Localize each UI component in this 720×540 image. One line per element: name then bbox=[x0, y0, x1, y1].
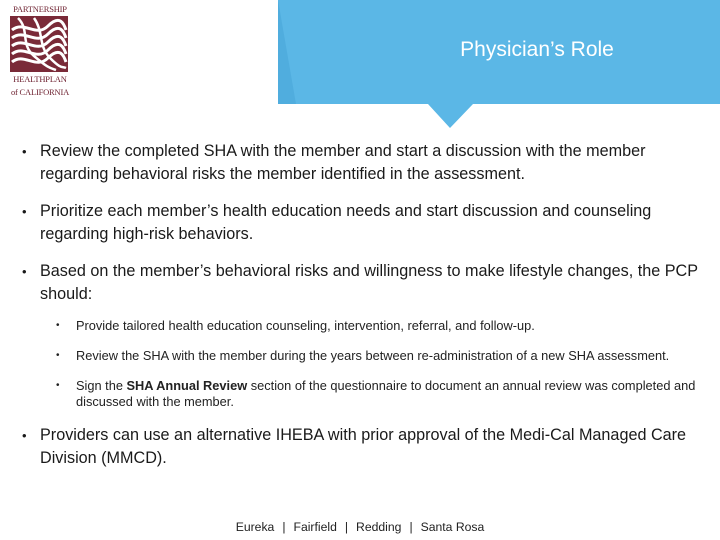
sub-bullet-list bbox=[56, 318, 712, 410]
bullet-review-sha bbox=[22, 140, 712, 186]
footer-locations bbox=[0, 520, 720, 534]
sub-bullet-text: Review the SHA with the member during the years between re-administration of a new SHA assessment. bbox=[76, 348, 670, 363]
footer-location-santa-rosa: Santa Rosa bbox=[420, 520, 485, 534]
bullet-prioritize bbox=[22, 200, 712, 246]
logo-text-top: PARTNERSHIP bbox=[13, 4, 67, 14]
banner-shape bbox=[278, 0, 720, 130]
footer-location-fairfield: Fairfield bbox=[293, 520, 337, 534]
bullet-dot: • bbox=[22, 144, 27, 159]
sub-bullet-text: Provide tailored health education counseling, intervention, referral, and follow-up. bbox=[76, 318, 535, 333]
bullet-text: Prioritize each member’s health education needs and start discussion and counseling regarding high-risk behaviors. bbox=[40, 202, 652, 243]
footer-separator: | bbox=[282, 520, 286, 534]
logo-text-middle: HEALTHPLAN bbox=[13, 74, 67, 84]
bullet-text: Review the completed SHA with the member and start a discussion with the member regarding behavioral risks the member identified in the assessment. bbox=[40, 142, 646, 183]
bullet-dot: • bbox=[22, 428, 27, 443]
page-title: Physician’s Role bbox=[460, 38, 614, 61]
sub-bullet-dot: • bbox=[56, 350, 60, 361]
slide-content bbox=[22, 140, 712, 484]
sub-bullet-dot: • bbox=[56, 380, 60, 391]
bullet-text: Providers can use an alternative IHEBA with prior approval of the Medi-Cal Managed Care Division (MMCD). bbox=[40, 426, 687, 467]
title-banner bbox=[278, 0, 720, 130]
sub-bullet-text-bold: SHA Annual Review bbox=[126, 378, 248, 393]
footer-separator: | bbox=[344, 520, 349, 534]
bullet-alternative-iheba bbox=[22, 424, 712, 470]
logo-emblem-icon bbox=[10, 16, 68, 72]
bullet-dot: • bbox=[22, 204, 27, 219]
sub-bullet-text-pre: Sign the bbox=[76, 378, 127, 393]
footer-location-eureka: Eureka bbox=[235, 520, 275, 534]
sub-bullet-sign bbox=[56, 378, 712, 410]
partnership-logo bbox=[8, 4, 72, 100]
sub-bullet-text-post: section of the questionnaire to document an annual review was completed and discussed with the member. bbox=[76, 378, 696, 409]
logo-text-bottom: of CALIFORNIA bbox=[10, 87, 70, 97]
sub-bullet-text bbox=[76, 378, 695, 409]
sub-bullet-review bbox=[56, 348, 712, 364]
bullet-dot: • bbox=[22, 264, 27, 279]
sub-bullet-dot: • bbox=[56, 320, 60, 331]
footer-separator: | bbox=[409, 520, 413, 534]
bullet-text: Based on the member’s behavioral risks and willingness to make lifestyle changes, the PCP should: bbox=[40, 262, 698, 303]
bullet-pcp-should bbox=[22, 260, 712, 306]
footer-location-redding: Redding bbox=[356, 520, 402, 534]
sub-bullet-counseling bbox=[56, 318, 712, 334]
